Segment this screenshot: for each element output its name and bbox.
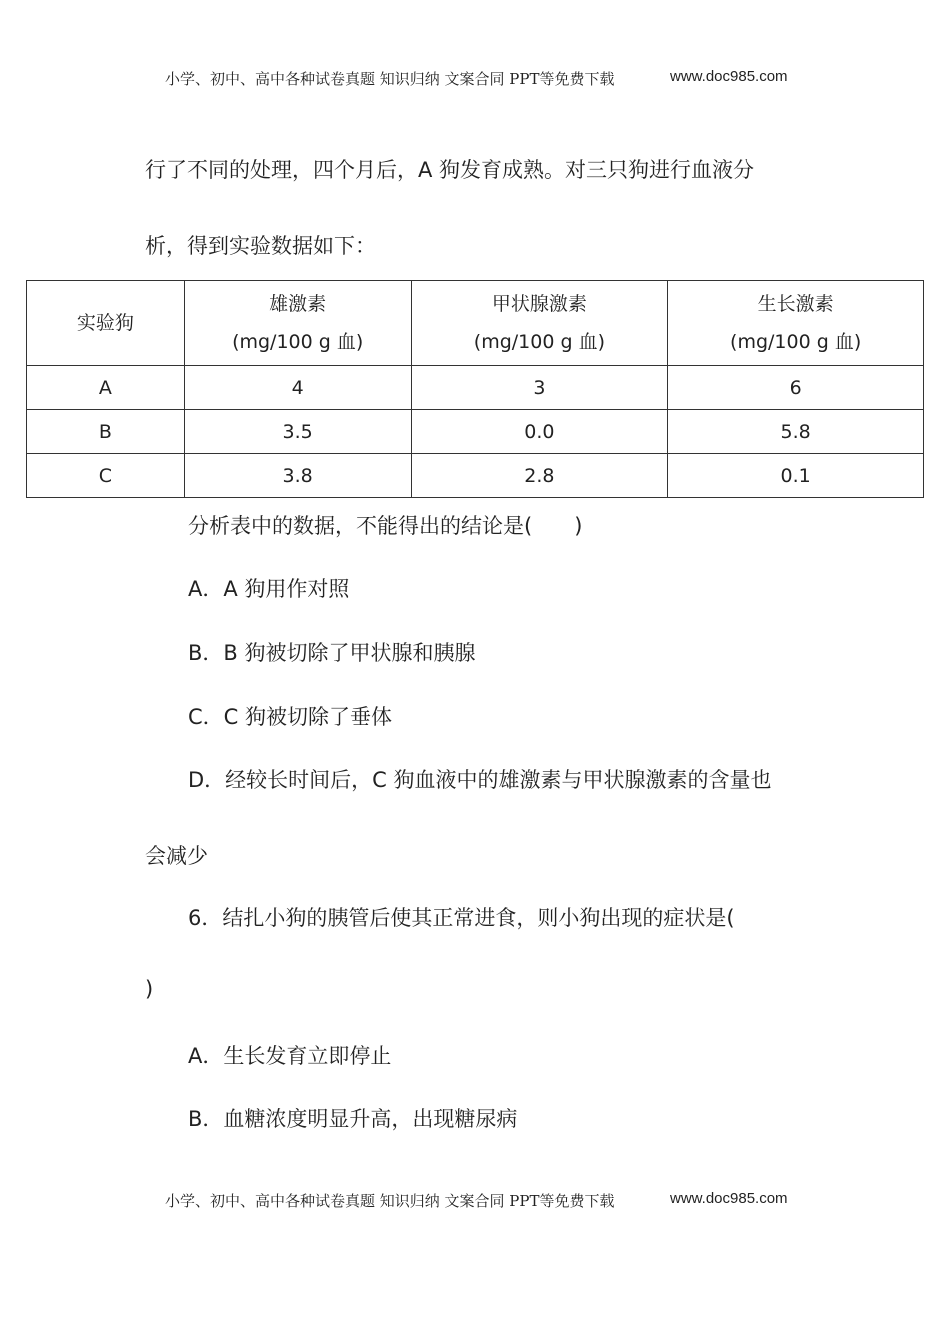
header-cell-dog: 实验狗 bbox=[27, 281, 185, 366]
table-cell: 3.8 bbox=[184, 454, 411, 498]
footer-url[interactable]: www.doc985.com bbox=[670, 1190, 788, 1207]
table-cell: 4 bbox=[184, 366, 411, 410]
table-cell: C bbox=[27, 454, 185, 498]
intro-line-1: 行了不同的处理，四个月后，A 狗发育成熟。对三只狗进行血液分 bbox=[145, 158, 755, 182]
table-header-row bbox=[27, 281, 924, 366]
header-cell-thyroid-hormone: 甲状腺激素 (mg/100 g 血) bbox=[411, 281, 668, 366]
table-cell: 6 bbox=[668, 366, 924, 410]
table-cell: 3.5 bbox=[184, 410, 411, 454]
q6-option-a: A．生长发育立即停止 bbox=[188, 1044, 392, 1068]
q5-option-d-line-1: D．经较长时间后，C 狗血液中的雄激素与甲状腺激素的含量也 bbox=[188, 768, 772, 792]
header-text: 小学、初中、高中各种试卷真题 知识归纳 文案合同 PPT等免费下载 bbox=[165, 70, 615, 88]
q5-option-d-line-2: 会减少 bbox=[145, 844, 208, 868]
q5-option-b: B．B 狗被切除了甲状腺和胰腺 bbox=[188, 641, 476, 665]
q5-option-a: A．A 狗用作对照 bbox=[188, 577, 350, 601]
data-table bbox=[26, 280, 924, 498]
q6-stem-line-2: ) bbox=[145, 977, 154, 1001]
table-cell: 0.0 bbox=[411, 410, 668, 454]
footer-text: 小学、初中、高中各种试卷真题 知识归纳 文案合同 PPT等免费下载 bbox=[165, 1192, 615, 1210]
header-url[interactable]: www.doc985.com bbox=[670, 68, 788, 85]
table-row bbox=[27, 454, 924, 498]
q5-option-c: C．C 狗被切除了垂体 bbox=[188, 705, 393, 729]
table-row bbox=[27, 410, 924, 454]
table-cell: 0.1 bbox=[668, 454, 924, 498]
q6-stem-line-1: 6．结扎小狗的胰管后使其正常进食，则小狗出现的症状是( bbox=[188, 906, 735, 930]
table-cell: 5.8 bbox=[668, 410, 924, 454]
header-cell-growth-hormone: 生长激素 (mg/100 g 血) bbox=[668, 281, 924, 366]
q5-stem: 分析表中的数据，不能得出的结论是( ) bbox=[188, 514, 583, 538]
header-cell-androgen: 雄激素 (mg/100 g 血) bbox=[184, 281, 411, 366]
table-cell: 2.8 bbox=[411, 454, 668, 498]
table-row bbox=[27, 366, 924, 410]
table-cell: B bbox=[27, 410, 185, 454]
table-cell: 3 bbox=[411, 366, 668, 410]
intro-line-2: 析，得到实验数据如下： bbox=[145, 234, 376, 258]
q6-option-b: B．血糖浓度明显升高，出现糖尿病 bbox=[188, 1107, 518, 1131]
table-cell: A bbox=[27, 366, 185, 410]
